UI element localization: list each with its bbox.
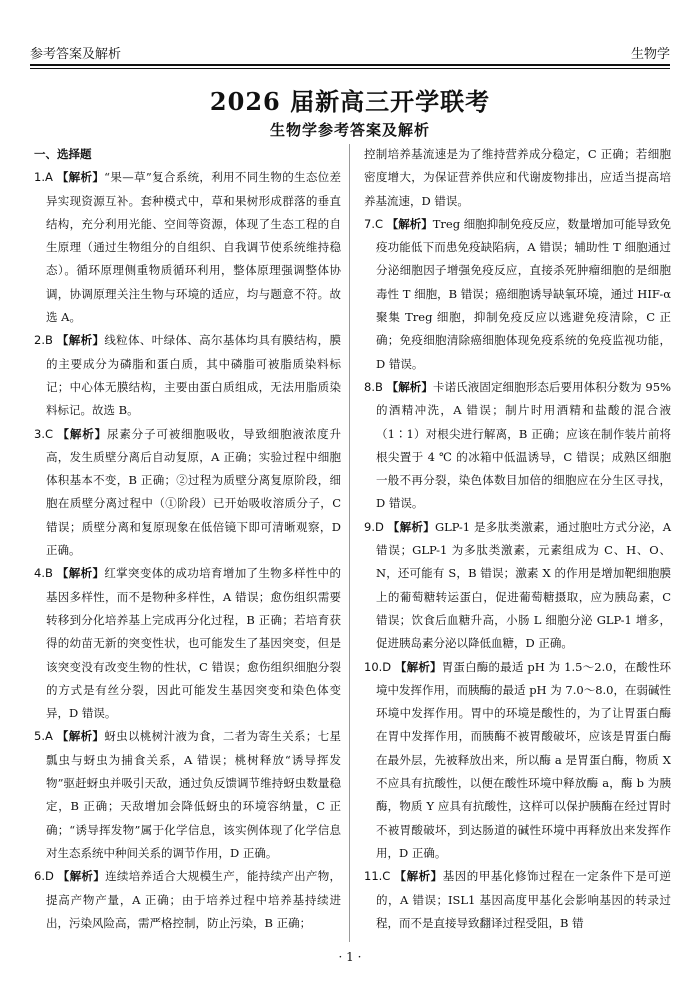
answer-key: 1.A <box>34 170 53 185</box>
answer-key: 7.C <box>364 216 384 231</box>
analysis-text: 连续培养适合大规模生产，能持续产出产物，提高产物产量，A 正确；由于培养过程中培养基持续进出，污染风险高，需严格控制，防止污染，B 正确； <box>46 869 342 930</box>
answer-item <box>364 656 671 866</box>
analysis-text: “果—草”复合系统，利用不同生物的生态位差异实现资源互补。套种模式中，草和果树形成群落的垂直结构，充分利用光能、空间等资源，体现了生态工程的自生原理（通过生物组分的自组织、自我调节使系统维持稳态）。循环原理侧重物质循环利用，整体原理强调整体协调，协调原理关注生物与环境的适应，均与题意不符。故选 A。 <box>46 170 342 325</box>
analysis-text: 红掌突变体的成功培育增加了生物多样性中的基因多样性，而不是物种多样性，A 错误；愈伤组织需要转移到分化培养基上完成再分化过程，B 正确；若培育获得的幼苗无新的突变性状，也可能发生了基因突变，但是该突变没有改变生物的性状，C 错误；愈伤组织细胞分裂的方式是有丝分裂，因此可能发生基因突变和染色体变异，D 错误。 <box>46 566 342 721</box>
answer-item <box>34 166 341 329</box>
analysis-tag: 【解析】 <box>387 519 435 534</box>
section-heading: 一、选择题 <box>34 147 92 161</box>
analysis-tag: 【解析】 <box>56 566 105 581</box>
answer-item <box>34 423 341 563</box>
analysis-text: Treg 细胞抑制免疫反应，数量增加可能导致免疫功能低下而患免疫缺陷病，A 错误；辅助性 T 细胞通过分泌细胞因子增强免疫反应，直接杀死肿瘤细胞的是细胞毒性 T 细胞，B 错误；癌细胞诱导缺氧环境，通过 HIF-α 聚集 Treg 细胞，抑制免疫反应以逃避免疫清除，C 正确；免疫细胞清除癌细胞体现免疫系统的免疫监视功能，D 错误。 <box>376 216 671 371</box>
answer-key: 11.C <box>364 869 391 884</box>
analysis-text: 尿素分子可被细胞吸收，导致细胞液浓度升高，发生质壁分离后自动复原，A 正确；实验过程中细胞体积基本不变，B 正确；②过程为质壁分离复原阶段，细胞在质壁分离过程中（①阶段）已开始吸收溶质分子，C 错误；质壁分离和复原现象在低倍镜下即可清晰观察，D 正确。 <box>46 426 342 558</box>
header-right: 生物学 <box>630 47 670 62</box>
answer-item <box>364 213 671 376</box>
right-answer-list <box>364 213 671 935</box>
left-answer-list <box>34 166 341 935</box>
analysis-tag: 【解析】 <box>56 170 105 185</box>
answer-item <box>34 329 341 422</box>
answer-item <box>364 376 671 516</box>
answer-key: 3.C <box>34 426 54 441</box>
header-rule-thick <box>30 64 670 66</box>
analysis-text: 卡诺氏液固定细胞形态后要用体积分数为 95% 的酒精冲洗，A 错误；制片时用酒精和盐酸的混合液（1∶1）对根尖进行解离，B 正确；应该在制作装片前将根尖置于 4 ℃ 的冰箱中低温诱导，C 错误；成熟区细胞一般不再分裂，染色体数目加倍的细胞应在分生区寻找，D 错误。 <box>376 379 671 511</box>
page-number: · 1 · <box>338 950 362 964</box>
header-left: 参考答案及解析 <box>30 47 122 62</box>
page-header <box>30 40 670 62</box>
analysis-tag: 【解析】 <box>57 426 107 441</box>
analysis-tag: 【解析】 <box>57 869 106 884</box>
analysis-tag: 【解析】 <box>56 333 105 348</box>
page-title: 2026 届新高三开学联考 <box>209 87 491 116</box>
answer-item <box>34 562 341 725</box>
answer-key: 2.B <box>34 333 53 348</box>
left-column <box>34 143 341 935</box>
answer-key: 10.D <box>364 659 392 674</box>
answer-key: 5.A <box>34 729 53 744</box>
analysis-tag: 【解析】 <box>394 869 443 884</box>
analysis-text: 基因的甲基化修饰过程在一定条件下是可逆的，A 错误；ISL1 基因高度甲基化会影响基因的转录过程，而不是直接导致翻译过程受阻，B 错 <box>376 869 672 930</box>
answer-key: 9.D <box>364 519 384 534</box>
answer-item <box>34 865 341 935</box>
analysis-tag: 【解析】 <box>395 659 442 674</box>
answer-key: 4.B <box>34 566 53 581</box>
analysis-text: 胃蛋白酶的最适 pH 为 1.5～2.0，在酸性环境中发挥作用，而胰酶的最适 pH 为 7.0～8.0，在弱碱性环境中发挥作用。胃中的环境是酸性的，为了让胃蛋白酶在胃中发挥作用，而胰酶不被胃酸破坏，应该是胃蛋白酶在最外层，先被释放出来，所以酶 a 是胃蛋白酶，物质 X 不应具有抗酸性，以便在酸性环境中释放酶 a，酶 b 为胰酶，物质 Y 应具有抗酸性，这样可以保护胰酶在经过胃时不被胃酸破坏，到达肠道的碱性环境中再释放出来发挥作用，D 正确。 <box>376 659 672 860</box>
analysis-text: 线粒体、叶绿体、高尔基体均具有膜结构，膜的主要成分为磷脂和蛋白质，其中磷脂可被脂质染料标记；中心体无膜结构，主要由蛋白质组成，无法用脂质染料标记。故选 B。 <box>46 333 342 418</box>
answer-item <box>34 725 341 865</box>
analysis-text: GLP-1 是多肽类激素，通过胞吐方式分泌，A 错误；GLP-1 为多肽类激素，元素组成为 C、H、O、N，还可能有 S，B 错误；激素 X 的作用是增加靶细胞膜上的葡萄糖转运蛋白，促进葡萄糖摄取，应为胰岛素，C 错误；饮食后血糖升高，小肠 L 细胞分泌 GLP-1 增多，促进胰岛素分泌以降低血糖，D 正确。 <box>376 519 672 651</box>
analysis-tag: 【解析】 <box>56 729 105 744</box>
right-column <box>364 143 671 935</box>
continued-text: 控制培养基流速是为了维持营养成分稳定，C 正确；若细胞密度增大，为保证营养供应和代谢废物排出，应适当提高培养基流速，D 错误。 <box>364 147 671 208</box>
answer-key: 8.B <box>364 379 383 394</box>
analysis-text: 蚜虫以桃树汁液为食，二者为寄生关系；七星瓢虫与蚜虫为捕食关系，A 错误；桃树释放“诱导挥发物”驱赶蚜虫并吸引天敌，通过负反馈调节维持蚜虫数量稳定，B 正确；天敌增加会降低蚜虫的环境容纳量，C 正确；“诱导挥发物”属于化学信息，该实例体现了化学信息对生态系统中种间关系的调节作用，D 正确。 <box>46 729 342 860</box>
page-subtitle: 生物学参考答案及解析 <box>269 121 430 139</box>
header-rule-thin <box>30 68 670 69</box>
answer-item <box>364 516 671 656</box>
column-divider <box>349 144 350 942</box>
answer-key: 6.D <box>34 869 54 884</box>
analysis-tag: 【解析】 <box>386 379 433 394</box>
answer-item <box>364 865 671 935</box>
analysis-tag: 【解析】 <box>386 216 433 231</box>
